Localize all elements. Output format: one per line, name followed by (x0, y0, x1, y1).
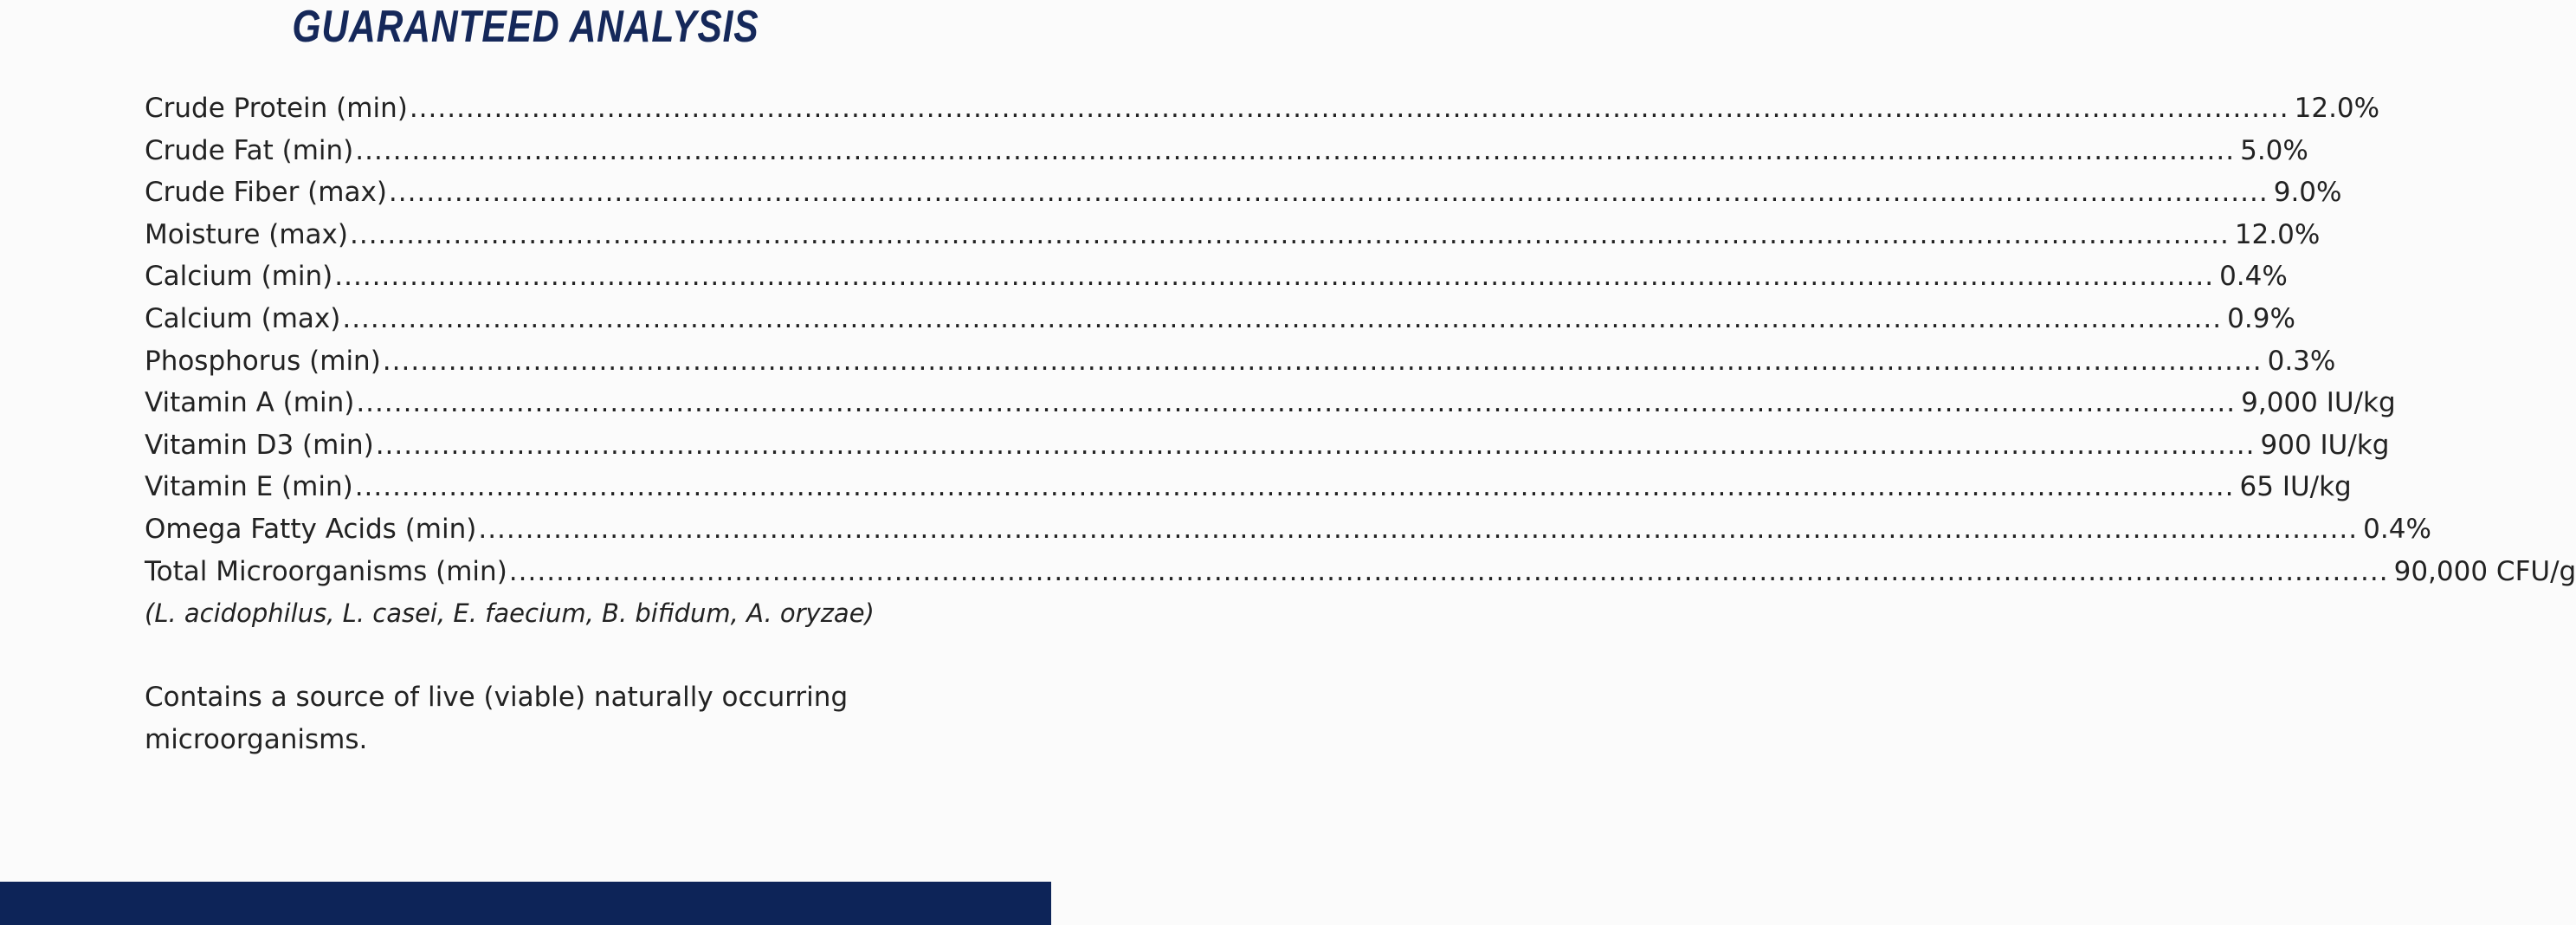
dot-leader: ........................................................................................................................................................................................................ (382, 345, 2263, 377)
row-label: Vitamin D3 (min) (145, 429, 374, 461)
table-row (145, 256, 2288, 298)
live-culture-statement: Contains a source of live (viable) naturally occurring microorganisms. (145, 682, 849, 755)
row-value: 90,000 CFU/g (2393, 555, 2576, 587)
row-label: Crude Fiber (max) (145, 177, 387, 209)
row-value: 900 IU/kg (2260, 429, 2390, 461)
row-label: Crude Protein (min) (145, 93, 408, 124)
row-label: Calcium (max) (145, 302, 341, 334)
dot-leader: ........................................................................................................................................................................................................ (342, 302, 2223, 334)
row-label: Omega Fatty Acids (min) (145, 513, 477, 545)
row-value: 12.0% (2234, 218, 2321, 250)
table-row (145, 298, 2295, 340)
table-row (145, 171, 2342, 214)
table-row (145, 214, 2321, 256)
dot-leader: ........................................................................................................................................................................................................ (334, 261, 2215, 293)
dot-leader: ........................................................................................................................................................................................................ (478, 513, 2359, 545)
row-value: 9.0% (2273, 177, 2342, 209)
row-label: Total Microorganisms (min) (145, 555, 507, 587)
row-value: 0.9% (2227, 302, 2295, 334)
dot-leader: ........................................................................................................................................................................................................ (354, 471, 2235, 503)
page-title: GUARANTEED ANALYSIS (292, 2, 759, 52)
dot-leader: ........................................................................................................................................................................................................ (409, 93, 2289, 124)
analysis-table (145, 87, 2576, 635)
row-label: Vitamin E (min) (145, 471, 353, 503)
row-value: 0.4% (2219, 261, 2288, 293)
dot-leader: ........................................................................................................................................................................................................ (355, 134, 2236, 166)
row-value: 5.0% (2240, 134, 2308, 166)
dot-leader: ........................................................................................................................................................................................................ (350, 218, 2230, 250)
dot-leader: ........................................................................................................................................................................................................ (508, 555, 2389, 587)
table-row (145, 551, 2576, 593)
row-label: Phosphorus (min) (145, 345, 381, 377)
table-row (145, 130, 2308, 172)
row-label: Vitamin A (min) (145, 387, 355, 419)
dot-leader: ........................................................................................................................................................................................................ (356, 387, 2237, 419)
row-value: 0.4% (2363, 513, 2431, 545)
bottom-bar (0, 882, 1051, 925)
table-row (145, 508, 2431, 551)
table-row (145, 424, 2390, 467)
table-row (145, 340, 2336, 383)
row-value: 0.3% (2267, 345, 2336, 377)
dot-leader: ........................................................................................................................................................................................................ (375, 429, 2256, 461)
row-value: 65 IU/kg (2239, 471, 2352, 503)
row-label: Moisture (max) (145, 218, 348, 250)
table-row (145, 466, 2352, 508)
dot-leader: ........................................................................................................................................................................................................ (388, 177, 2269, 209)
row-value: 9,000 IU/kg (2241, 387, 2396, 419)
row-value: 12.0% (2294, 93, 2380, 124)
row-label: Crude Fat (min) (145, 134, 354, 166)
microorganism-note: (L. acidophilus, L. casei, E. faecium, B. bifidum, A. oryzae) (145, 598, 875, 629)
table-row (145, 382, 2396, 424)
table-row (145, 87, 2380, 130)
row-label: Calcium (min) (145, 261, 333, 293)
